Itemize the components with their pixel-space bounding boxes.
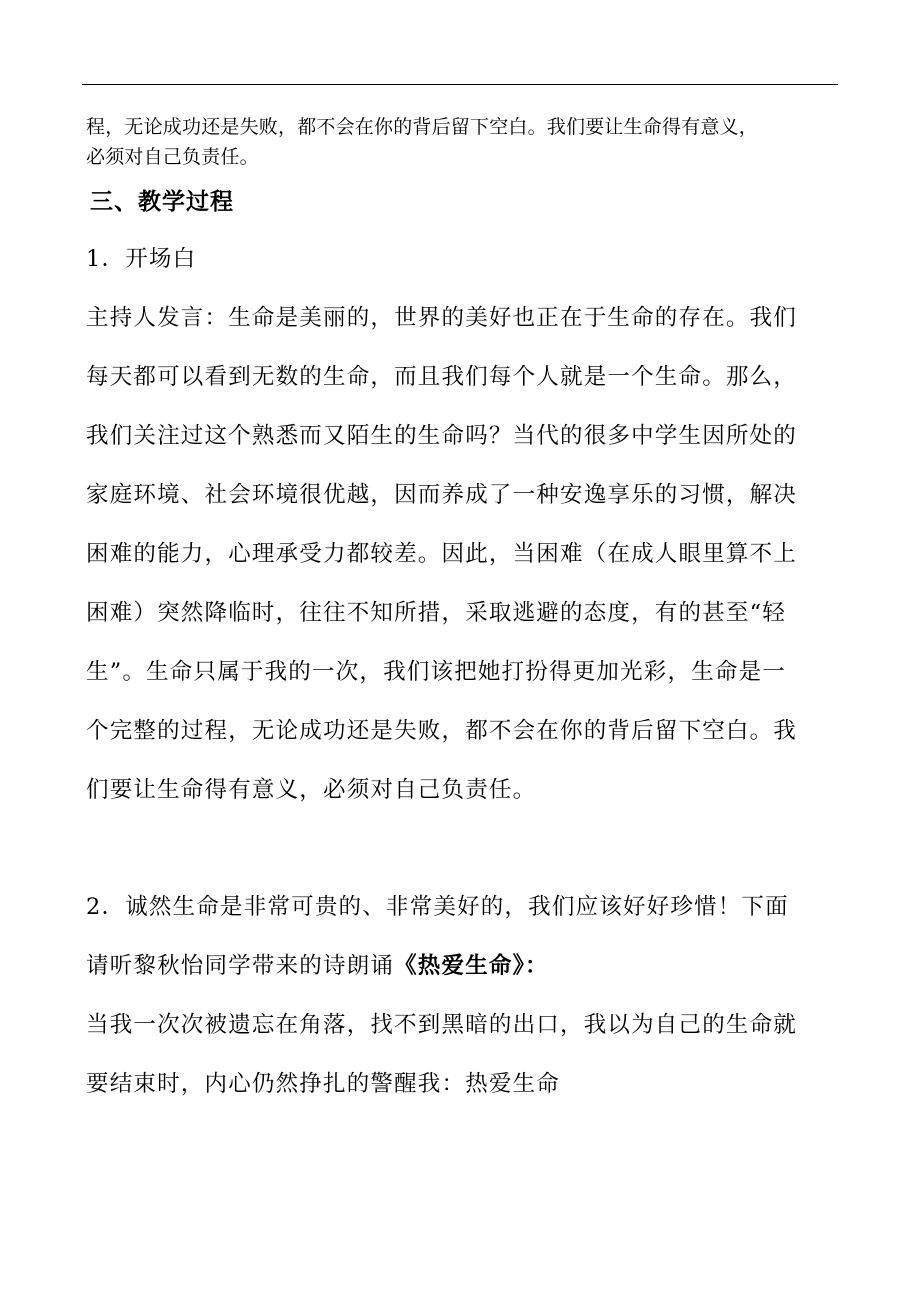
poem-line: 要结束时，内心仍然挣扎的警醒我：热爱生命 [86,1071,561,1097]
item2-paragraph [86,878,831,1114]
intro-line: 程，无论成功还是失败，都不会在你的背后留下空白。我们要让生命得有意义， [86,116,759,138]
poem-title: 《热爱生命》： [394,953,549,979]
paragraph-line: 每天都可以看到无数的生命，而且我们每个人就是一个生命。那么， [86,364,798,390]
paragraph-line: 们要让生命得有意义，必须对自己负责任。 [86,777,537,803]
intro-line: 必须对自己负责任。 [86,146,259,168]
poem-intro: 请听黎秋怡同学带来的诗朗诵 [86,953,395,979]
paragraph-line: 我们关注过这个熟悉而又陌生的生命吗？当代的很多中学生因所处的 [86,423,798,449]
paragraph-line: 家庭环境、社会环境很优越，因而养成了一种安逸享乐的习惯，解决 [86,482,798,508]
poem-line: 当我一次次被遗忘在角落，找不到黑暗的出口，我以为自己的生命就 [86,1012,798,1038]
item1-title: 1．开场白 [86,246,197,272]
paragraph-line [86,937,831,996]
intro-paragraph [86,112,831,172]
section-heading: 三、教学过程 [90,189,234,215]
paragraph-line: 困难）突然降临时，往往不知所措，采取逃避的态度，有的甚至“轻 [86,600,787,626]
paragraph-line: 个完整的过程，无论成功还是失败，都不会在你的背后留下空白。我 [86,718,798,744]
paragraph-line: 生”。生命只属于我的一次，我们该把她打扮得更加光彩，生命是一 [86,659,787,685]
item1-paragraph [86,289,831,820]
paragraph-line: 困难的能力，心理承受力都较差。因此，当困难（在成人眼里算不上 [86,541,798,567]
header-rule [82,84,838,85]
paragraph-line: 主持人发言：生命是美丽的，世界的美好也正在于生命的存在。我们 [86,305,798,331]
paragraph-line: 2．诚然生命是非常可贵的、非常美好的，我们应该好好珍惜！下面 [86,894,789,920]
